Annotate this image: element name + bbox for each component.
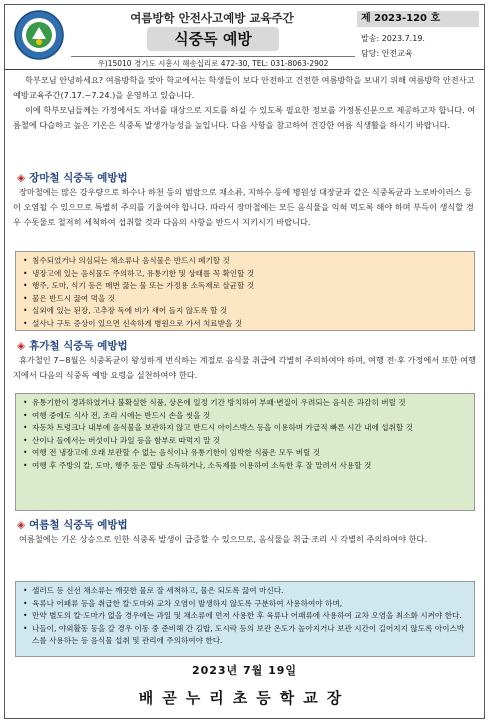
list-item: • 나들이, 야외활동 등을 갈 경우 이동 중 준비해 간 김밥, 도시락 등의 보관 온도가 높아지거나 보관 시간이 길어지지 않도록 아이스박스를 사용하는 등 음식물 섭취 및 관리에 주의하여야 한다. bbox=[32, 623, 468, 648]
list-item: • 여행 후 주방의 칼, 도마, 행주 등은 열탕 소독하거나, 소독제를 이용하여 소독한 후 잘 말려서 사용할 것 bbox=[32, 460, 468, 473]
diamond-bullet-icon: ◈ bbox=[17, 172, 26, 184]
newsletter-header bbox=[5, 5, 484, 67]
list-item: • 설사나 구토 증상이 있으면 신속하게 병원으로 가서 치료받을 것 bbox=[32, 318, 468, 331]
diamond-bullet-icon: ◈ bbox=[17, 340, 26, 352]
list-item: • 육류나 어패류 등을 취급한 칼·도마와 교차 오염이 발생하지 않도록 구분하여 사용하여야 하며, bbox=[32, 598, 468, 611]
school-name-signature: 배곧누리초등학교장 bbox=[138, 689, 351, 707]
tips-box bbox=[15, 393, 475, 511]
school-address: 우)15010 경기도 시흥시 해송십리로 472-30, TEL: 031-8063-2902 bbox=[71, 56, 355, 68]
list-item: • 산이나 들에서는 버섯이나 과일 등을 함부로 따먹지 말 것 bbox=[32, 435, 468, 448]
issue-number: 제 2023-120 호 bbox=[357, 11, 479, 27]
intro-paragraph: 학부모님 안녕하세요? 여름방학을 맞아 학교에서는 학생들이 보다 안전하고 건전한 여름방학을 보내기 위해 여름방학 안전사고 예방교육주간(7.17.~7.24.)을 운영하고 있습니다. bbox=[13, 75, 475, 100]
section-body: 휴가철인 7~8월은 식중독균이 왕성하게 번식하는 계절로 음식물 취급에 각별히 주의하여야 하며, 여행 전·후 가정에서 또한 여행지에서 다음의 식중독 예방 요령을 실천하여야 한다. bbox=[13, 355, 476, 380]
list-item: • 여행 전 냉장고에 오래 보관할 수 없는 음식이나 유통기한이 임박한 식품은 모두 버릴 것 bbox=[32, 447, 468, 460]
list-item: • 행주, 도마, 식기 등은 매번 끓는 물 또는 가정용 소독제로 살균할 것 bbox=[32, 280, 468, 293]
section-body: 장마철에는 많은 강우량으로 하수나 하천 등의 범람으로 채소류, 지하수 등에 병원성 대장균과 같은 식중독균과 노로바이러스 등이 오염될 수 있으므로 특별히 주의를 기울여야 합니다. 따라서 장마철에는 모든 음식물을 익혀 먹도록 해야 하며 부득이 생식할 경우 수돗물로 철저히 세척하여 섭취할 것과 다음의 사항을 반드시 지키시기 바랍니다. bbox=[13, 187, 474, 227]
tips-box bbox=[15, 581, 475, 657]
event-title: 여름방학 안전사고예방 교육주간 bbox=[130, 11, 294, 25]
tips-box bbox=[15, 251, 475, 331]
diamond-bullet-icon: ◈ bbox=[17, 519, 26, 531]
issue-info bbox=[357, 7, 483, 65]
list-item: • 만약 별도의 칼·도마가 없을 경우에는 과일 및 채소류에 먼저 사용한 후 육류나 어패류에 사용하여 교차 오염을 최소화 시켜야 한다. bbox=[32, 610, 468, 623]
intro-paragraph: 이에 학부모님들께는 가정에서도 자녀를 대상으로 지도를 하실 수 있도록 필요한 정보를 가정통신문으로 제공하고자 합니다. 여름철에 다습하고 높은 기온은 식중독 발생가능성을 높입니다. 다음 사항을 참고하여 건강한 여름 식생활을 하시기 바랍니다. bbox=[13, 105, 476, 130]
intro-text bbox=[13, 73, 479, 133]
issue-date: 발송: 2023.7.19. bbox=[361, 34, 425, 43]
issue-footer-date: 2023년 7월 19일 bbox=[191, 664, 298, 677]
list-item: • 냉장고에 있는 음식물도 주의하고, 유통기한 및 상태를 꼭 확인할 것 bbox=[32, 268, 468, 281]
section-title: ◈ 휴가철 식중독 예방법 bbox=[17, 340, 128, 352]
list-item: • 자동차 트렁크나 내부에 음식물을 보관하지 않고 반드시 아이스박스 등을 이용하며 가급적 빠른 시간 내에 섭취할 것 bbox=[32, 422, 468, 435]
list-item: • 유통기한이 경과하였거나 불확실한 식품, 상온에 일정 기간 방치하여 부패·변질이 우려되는 음식은 과감히 버릴 것 bbox=[32, 397, 468, 410]
section-body: 여름철에는 기온 상승으로 인한 식중독 발생이 급증할 수 있으므로, 음식물을 취급·조리 시 각별히 주의하여야 한다. bbox=[19, 534, 428, 544]
header-divider bbox=[5, 69, 484, 70]
list-item: • 실외에 있는 된장, 고추장 독에 비가 새어 들지 않도록 할 것 bbox=[32, 305, 468, 318]
list-item: • 침수되었거나 의심되는 채소류나 음식물은 반드시 폐기할 것 bbox=[32, 255, 468, 268]
newsletter-page bbox=[4, 4, 485, 719]
issue-department: 담당: 안전교육 bbox=[361, 49, 413, 58]
section-title: ◈ 장마철 식중독 예방법 bbox=[17, 172, 128, 184]
page-title: 식중독 예방 bbox=[147, 27, 279, 51]
section-title: ◈ 여름철 식중독 예방법 bbox=[17, 519, 128, 531]
school-emblem-icon bbox=[13, 9, 65, 61]
list-item: • 물은 반드시 끓여 먹을 것 bbox=[32, 293, 468, 306]
list-item: • 샐러드 등 신선 채소류는 깨끗한 물로 잘 세척하고, 물은 되도록 끓여 마신다. bbox=[32, 585, 468, 598]
list-item: • 여행 중에도 식사 전, 조리 시에는 반드시 손을 씻을 것 bbox=[32, 410, 468, 423]
